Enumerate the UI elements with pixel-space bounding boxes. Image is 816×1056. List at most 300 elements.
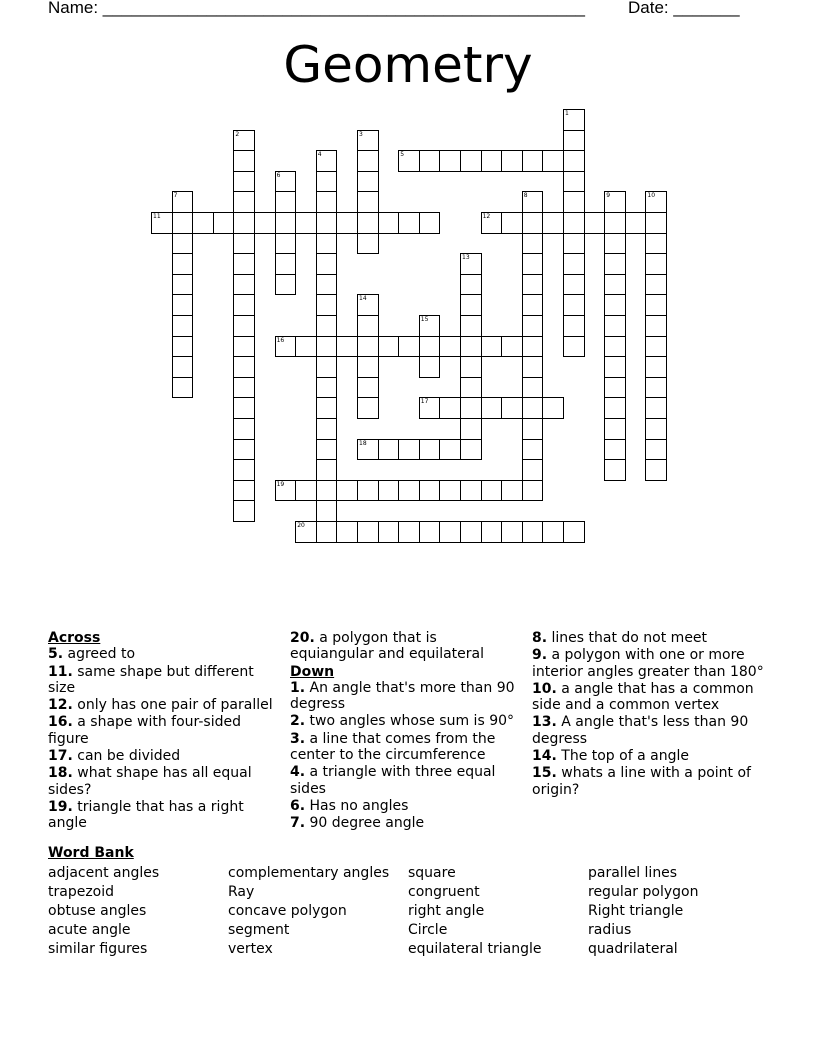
grid-cell[interactable] bbox=[604, 377, 626, 399]
grid-cell[interactable] bbox=[604, 336, 626, 358]
grid-cell[interactable] bbox=[481, 397, 503, 419]
clue-number: 14. bbox=[532, 748, 557, 765]
down-clue-list-continued bbox=[532, 630, 772, 798]
grid-cell[interactable] bbox=[604, 274, 626, 296]
grid-cell[interactable] bbox=[233, 253, 255, 275]
clue-text: agreed to bbox=[63, 646, 136, 663]
grid-cell[interactable] bbox=[275, 233, 297, 255]
word-bank-column-3 bbox=[408, 864, 542, 959]
clue-number: 18 bbox=[359, 439, 367, 447]
clue-number: 12 bbox=[482, 213, 491, 220]
grid-cell[interactable] bbox=[357, 294, 379, 316]
grid-cell[interactable] bbox=[233, 191, 255, 213]
grid-cell[interactable] bbox=[419, 212, 441, 234]
clue-text: can be divided bbox=[72, 748, 181, 765]
across-clue bbox=[48, 799, 280, 832]
grid-cell[interactable] bbox=[316, 212, 338, 234]
grid-cell[interactable] bbox=[357, 336, 379, 358]
clue-number: 4 bbox=[317, 151, 322, 159]
grid-cell[interactable] bbox=[645, 418, 667, 440]
grid-cell[interactable] bbox=[172, 233, 194, 255]
grid-cell[interactable] bbox=[316, 150, 338, 172]
clue-number: 19 bbox=[276, 480, 285, 488]
clue-text: a triangle with three equal sides bbox=[290, 764, 496, 797]
grid-cell[interactable] bbox=[604, 397, 626, 419]
grid-cell[interactable] bbox=[501, 480, 523, 502]
grid-cell[interactable] bbox=[563, 336, 585, 358]
clue-text: A angle that's less than 90 degress bbox=[532, 714, 749, 747]
grid-cell[interactable] bbox=[645, 212, 667, 234]
grid-cell[interactable] bbox=[522, 294, 544, 316]
grid-cell[interactable] bbox=[522, 397, 544, 419]
grid-cell[interactable] bbox=[522, 418, 544, 440]
grid-cell[interactable] bbox=[275, 336, 297, 358]
grid-cell[interactable] bbox=[604, 294, 626, 316]
clue-number: 16. bbox=[48, 714, 73, 731]
grid-cell[interactable] bbox=[295, 521, 317, 543]
clue-number: 11 bbox=[153, 213, 161, 220]
clue-number: 1 bbox=[565, 110, 569, 117]
word-bank-item: trapezoid bbox=[48, 884, 115, 900]
word-bank-item: parallel lines bbox=[588, 865, 678, 881]
clue-number: 19. bbox=[48, 798, 73, 815]
grid-cell[interactable] bbox=[398, 480, 420, 502]
grid-cell[interactable] bbox=[378, 521, 400, 543]
word-bank-item: Circle bbox=[408, 922, 448, 938]
grid-cell[interactable] bbox=[645, 274, 667, 296]
grid-cell[interactable] bbox=[316, 294, 338, 316]
grid-cell[interactable] bbox=[625, 212, 647, 234]
grid-cell[interactable] bbox=[172, 191, 194, 213]
grid-cell[interactable] bbox=[645, 315, 667, 337]
grid-cell[interactable] bbox=[316, 521, 338, 543]
across-clue bbox=[48, 765, 280, 798]
grid-cell[interactable] bbox=[295, 480, 317, 502]
grid-cell[interactable] bbox=[357, 212, 379, 234]
grid-cell[interactable] bbox=[563, 274, 585, 296]
down-clue bbox=[290, 798, 522, 814]
word-bank-item: vertex bbox=[228, 941, 273, 957]
grid-cell[interactable] bbox=[233, 315, 255, 337]
grid-cell[interactable] bbox=[233, 500, 255, 522]
grid-cell[interactable] bbox=[172, 336, 194, 358]
grid-cell[interactable] bbox=[233, 233, 255, 255]
grid-cell[interactable] bbox=[172, 253, 194, 275]
word-bank-heading: Word Bank bbox=[48, 845, 134, 861]
clue-text: Has no angles bbox=[305, 797, 409, 814]
grid-cell[interactable] bbox=[522, 439, 544, 461]
grid-cell[interactable] bbox=[378, 480, 400, 502]
grid-cell[interactable] bbox=[460, 439, 482, 461]
word-bank-item: Ray bbox=[228, 884, 255, 900]
clue-number: 6 bbox=[276, 171, 281, 179]
grid-cell[interactable] bbox=[522, 274, 544, 296]
clue-number: 3 bbox=[359, 130, 363, 138]
grid-cell[interactable] bbox=[233, 336, 255, 358]
grid-cell[interactable] bbox=[357, 377, 379, 399]
word-bank-column-2 bbox=[228, 864, 389, 959]
grid-cell[interactable] bbox=[336, 521, 358, 543]
across-clue bbox=[290, 630, 522, 663]
clue-number: 13. bbox=[532, 714, 557, 731]
clue-text: a polygon with one or more interior angles greater than 180° bbox=[532, 647, 764, 680]
grid-cell[interactable] bbox=[275, 274, 297, 296]
grid-cell[interactable] bbox=[460, 521, 482, 543]
grid-cell[interactable] bbox=[522, 191, 544, 213]
grid-cell[interactable] bbox=[316, 480, 338, 502]
grid-cell[interactable] bbox=[563, 150, 585, 172]
grid-cell[interactable] bbox=[419, 480, 441, 502]
clue-number: 6. bbox=[290, 797, 306, 814]
grid-cell[interactable] bbox=[563, 171, 585, 193]
grid-cell[interactable] bbox=[378, 439, 400, 461]
grid-cell[interactable] bbox=[501, 521, 523, 543]
grid-cell[interactable] bbox=[172, 377, 194, 399]
grid-cell[interactable] bbox=[439, 397, 461, 419]
down-clue bbox=[532, 681, 772, 714]
grid-cell[interactable] bbox=[645, 294, 667, 316]
clue-text: An angle that's more than 90 degress bbox=[290, 679, 515, 713]
grid-cell[interactable] bbox=[316, 377, 338, 399]
grid-cell[interactable] bbox=[439, 439, 461, 461]
grid-cell[interactable] bbox=[460, 397, 482, 419]
grid-cell[interactable] bbox=[460, 377, 482, 399]
grid-cell[interactable] bbox=[233, 459, 255, 481]
name-field[interactable]: Name: ___________________________________________________ bbox=[48, 0, 585, 17]
grid-cell[interactable] bbox=[172, 212, 194, 234]
grid-cell[interactable] bbox=[645, 191, 667, 213]
grid-cell[interactable] bbox=[460, 336, 482, 358]
grid-cell[interactable] bbox=[378, 212, 400, 234]
grid-cell[interactable] bbox=[316, 459, 338, 481]
grid-cell[interactable] bbox=[604, 356, 626, 378]
grid-cell[interactable] bbox=[275, 253, 297, 275]
down-clue bbox=[290, 731, 522, 764]
grid-cell[interactable] bbox=[460, 274, 482, 296]
grid-cell[interactable] bbox=[316, 418, 338, 440]
grid-cell[interactable] bbox=[460, 150, 482, 172]
clue-number: 17 bbox=[420, 398, 429, 406]
clue-number: 15 bbox=[420, 316, 429, 323]
grid-cell[interactable] bbox=[357, 191, 379, 213]
grid-cell[interactable] bbox=[275, 212, 297, 234]
grid-cell[interactable] bbox=[398, 336, 420, 358]
grid-cell[interactable] bbox=[604, 459, 626, 481]
grid-cell[interactable] bbox=[151, 212, 173, 234]
grid-cell[interactable] bbox=[604, 439, 626, 461]
clue-text: The top of a angle bbox=[556, 748, 689, 765]
grid-cell[interactable] bbox=[233, 130, 255, 152]
clue-number: 7 bbox=[173, 192, 178, 200]
grid-cell[interactable] bbox=[419, 315, 441, 337]
grid-cell[interactable] bbox=[316, 500, 338, 522]
grid-cell[interactable] bbox=[316, 356, 338, 378]
grid-cell[interactable] bbox=[357, 150, 379, 172]
grid-cell[interactable] bbox=[522, 150, 544, 172]
clue-number: 7. bbox=[290, 815, 306, 832]
down-clue bbox=[290, 815, 522, 831]
grid-cell[interactable] bbox=[233, 356, 255, 378]
grid-cell[interactable] bbox=[398, 150, 420, 172]
grid-cell[interactable] bbox=[522, 253, 544, 275]
grid-cell[interactable] bbox=[604, 253, 626, 275]
grid-cell[interactable] bbox=[398, 439, 420, 461]
grid-cell[interactable] bbox=[316, 439, 338, 461]
grid-cell[interactable] bbox=[645, 377, 667, 399]
grid-cell[interactable] bbox=[522, 356, 544, 378]
clue-text: a line that comes from the center to the circumference bbox=[290, 730, 496, 764]
grid-cell[interactable] bbox=[295, 336, 317, 358]
grid-cell[interactable] bbox=[542, 397, 564, 419]
grid-cell[interactable] bbox=[563, 521, 585, 543]
grid-cell[interactable] bbox=[563, 233, 585, 255]
word-bank-item: quadrilateral bbox=[588, 941, 678, 957]
grid-cell[interactable] bbox=[481, 480, 503, 502]
grid-cell[interactable] bbox=[357, 315, 379, 337]
clue-number: 11. bbox=[48, 663, 73, 680]
clue-number: 16 bbox=[276, 336, 285, 344]
word-bank-item: segment bbox=[228, 922, 290, 938]
grid-cell[interactable] bbox=[275, 480, 297, 502]
down-heading: Down bbox=[290, 663, 335, 680]
grid-cell[interactable] bbox=[522, 377, 544, 399]
grid-cell[interactable] bbox=[316, 253, 338, 275]
clue-number: 9 bbox=[606, 192, 611, 200]
clue-text: triangle that has a right angle bbox=[48, 798, 244, 832]
word-bank-item: complementary angles bbox=[228, 865, 390, 881]
grid-cell[interactable] bbox=[522, 315, 544, 337]
grid-cell[interactable] bbox=[295, 212, 317, 234]
grid-cell[interactable] bbox=[192, 212, 214, 234]
grid-cell[interactable] bbox=[460, 253, 482, 275]
grid-cell[interactable] bbox=[419, 150, 441, 172]
grid-cell[interactable] bbox=[522, 212, 544, 234]
grid-cell[interactable] bbox=[460, 294, 482, 316]
grid-cell[interactable] bbox=[316, 233, 338, 255]
clue-number: 2 bbox=[235, 130, 240, 138]
grid-cell[interactable] bbox=[172, 294, 194, 316]
across-heading: Across bbox=[48, 630, 101, 646]
grid-cell[interactable] bbox=[522, 459, 544, 481]
across-clue-list-continued bbox=[290, 630, 522, 663]
clue-number: 1. bbox=[290, 679, 306, 696]
grid-cell[interactable] bbox=[604, 212, 626, 234]
grid-cell[interactable] bbox=[419, 521, 441, 543]
word-bank-column-1 bbox=[48, 864, 159, 959]
down-clue bbox=[532, 748, 772, 764]
word-bank-item: equilateral triangle bbox=[408, 941, 542, 957]
grid-cell[interactable] bbox=[542, 521, 564, 543]
grid-cell[interactable] bbox=[645, 233, 667, 255]
clue-text: two angles whose sum is 90° bbox=[305, 713, 515, 730]
clue-text: lines that do not meet bbox=[547, 630, 708, 646]
grid-cell[interactable] bbox=[398, 521, 420, 543]
grid-cell[interactable] bbox=[336, 480, 358, 502]
grid-cell[interactable] bbox=[604, 191, 626, 213]
word-bank-item: similar figures bbox=[48, 941, 148, 957]
clue-number: 2. bbox=[290, 713, 306, 730]
grid-cell[interactable] bbox=[645, 356, 667, 378]
grid-cell[interactable] bbox=[336, 212, 358, 234]
grid-cell[interactable] bbox=[419, 439, 441, 461]
grid-cell[interactable] bbox=[460, 315, 482, 337]
grid-cell[interactable] bbox=[481, 521, 503, 543]
grid-cell[interactable] bbox=[172, 356, 194, 378]
down-clue bbox=[290, 764, 522, 797]
grid-cell[interactable] bbox=[439, 336, 461, 358]
word-bank-item: radius bbox=[588, 922, 632, 938]
grid-cell[interactable] bbox=[522, 233, 544, 255]
grid-cell[interactable] bbox=[316, 171, 338, 193]
grid-cell[interactable] bbox=[233, 377, 255, 399]
grid-cell[interactable] bbox=[233, 274, 255, 296]
grid-cell[interactable] bbox=[501, 336, 523, 358]
grid-cell[interactable] bbox=[645, 439, 667, 461]
grid-cell[interactable] bbox=[254, 212, 276, 234]
word-bank-item: obtuse angles bbox=[48, 903, 147, 919]
grid-cell[interactable] bbox=[357, 233, 379, 255]
clue-number: 20. bbox=[290, 630, 315, 646]
grid-cell[interactable] bbox=[522, 336, 544, 358]
grid-cell[interactable] bbox=[563, 191, 585, 213]
clue-number: 5 bbox=[400, 151, 405, 159]
grid-cell[interactable] bbox=[481, 336, 503, 358]
grid-cell[interactable] bbox=[522, 480, 544, 502]
clue-text: only has one pair of parallel bbox=[72, 697, 273, 714]
grid-cell[interactable] bbox=[275, 171, 297, 193]
grid-cell[interactable] bbox=[645, 459, 667, 481]
grid-cell[interactable] bbox=[172, 315, 194, 337]
clue-text: what shape has all equal sides? bbox=[48, 765, 252, 798]
clue-number: 3. bbox=[290, 730, 306, 747]
grid-cell[interactable] bbox=[233, 150, 255, 172]
grid-cell[interactable] bbox=[522, 521, 544, 543]
clue-number: 5. bbox=[48, 646, 64, 663]
grid-cell[interactable] bbox=[563, 315, 585, 337]
grid-cell[interactable] bbox=[419, 336, 441, 358]
grid-cell[interactable] bbox=[419, 397, 441, 419]
grid-cell[interactable] bbox=[563, 109, 585, 131]
clue-number: 20 bbox=[297, 522, 305, 529]
grid-cell[interactable] bbox=[316, 191, 338, 213]
word-bank-item: congruent bbox=[408, 884, 480, 900]
grid-cell[interactable] bbox=[336, 336, 358, 358]
grid-cell[interactable] bbox=[439, 480, 461, 502]
word-bank-item: right angle bbox=[408, 903, 485, 919]
clue-number: 13 bbox=[462, 254, 470, 262]
down-clue bbox=[532, 647, 772, 680]
grid-cell[interactable] bbox=[357, 521, 379, 543]
grid-cell[interactable] bbox=[419, 356, 441, 378]
grid-cell[interactable] bbox=[604, 233, 626, 255]
grid-cell[interactable] bbox=[213, 212, 235, 234]
grid-cell[interactable] bbox=[357, 397, 379, 419]
across-clue bbox=[48, 714, 280, 747]
grid-cell[interactable] bbox=[481, 212, 503, 234]
grid-cell[interactable] bbox=[439, 521, 461, 543]
grid-cell[interactable] bbox=[316, 397, 338, 419]
grid-cell[interactable] bbox=[604, 418, 626, 440]
clue-number: 17. bbox=[48, 748, 73, 765]
word-bank-item: Right triangle bbox=[588, 903, 684, 919]
clues-column-2 bbox=[290, 630, 522, 833]
grid-cell[interactable] bbox=[233, 480, 255, 502]
clue-text: a angle that has a common side and a common vertex bbox=[532, 680, 754, 714]
grid-cell[interactable] bbox=[233, 418, 255, 440]
down-clue bbox=[290, 680, 522, 713]
grid-cell[interactable] bbox=[275, 191, 297, 213]
grid-cell[interactable] bbox=[604, 315, 626, 337]
grid-cell[interactable] bbox=[233, 397, 255, 419]
grid-cell[interactable] bbox=[316, 336, 338, 358]
word-bank-item: square bbox=[408, 865, 456, 881]
grid-cell[interactable] bbox=[357, 480, 379, 502]
grid-cell[interactable] bbox=[542, 150, 564, 172]
clue-number: 14 bbox=[359, 295, 367, 303]
grid-cell[interactable] bbox=[233, 439, 255, 461]
grid-cell[interactable] bbox=[501, 212, 523, 234]
grid-cell[interactable] bbox=[233, 171, 255, 193]
grid-cell[interactable] bbox=[357, 439, 379, 461]
grid-cell[interactable] bbox=[398, 212, 420, 234]
date-field[interactable]: Date: _______ bbox=[628, 0, 740, 17]
grid-cell[interactable] bbox=[460, 480, 482, 502]
grid-cell[interactable] bbox=[233, 212, 255, 234]
grid-cell[interactable] bbox=[563, 212, 585, 234]
down-clue bbox=[290, 713, 522, 729]
grid-cell[interactable] bbox=[481, 150, 503, 172]
grid-cell[interactable] bbox=[316, 315, 338, 337]
grid-cell[interactable] bbox=[357, 130, 379, 152]
word-bank-column-4 bbox=[588, 864, 698, 959]
grid-cell[interactable] bbox=[357, 356, 379, 378]
grid-cell[interactable] bbox=[563, 253, 585, 275]
grid-cell[interactable] bbox=[584, 212, 606, 234]
grid-cell[interactable] bbox=[563, 294, 585, 316]
clue-number: 8. bbox=[532, 630, 548, 646]
grid-cell[interactable] bbox=[439, 150, 461, 172]
clue-text: a shape with four-sided figure bbox=[48, 714, 241, 747]
grid-cell[interactable] bbox=[316, 274, 338, 296]
grid-cell[interactable] bbox=[172, 274, 194, 296]
clue-text: whats a line with a point of origin? bbox=[532, 765, 751, 798]
word-bank-item: concave polygon bbox=[228, 903, 347, 919]
clue-text: 90 degree angle bbox=[305, 815, 425, 832]
grid-cell[interactable] bbox=[233, 294, 255, 316]
page-title: Geometry bbox=[283, 36, 533, 94]
grid-cell[interactable] bbox=[645, 336, 667, 358]
down-clue bbox=[532, 765, 772, 798]
across-clue bbox=[48, 664, 280, 697]
clue-text: a polygon that is equiangular and equilateral bbox=[290, 630, 484, 663]
clue-number: 9. bbox=[532, 647, 548, 664]
grid-cell[interactable] bbox=[542, 212, 564, 234]
grid-cell[interactable] bbox=[460, 356, 482, 378]
grid-cell[interactable] bbox=[645, 397, 667, 419]
grid-cell[interactable] bbox=[501, 150, 523, 172]
grid-cell[interactable] bbox=[357, 171, 379, 193]
down-clue bbox=[532, 714, 772, 747]
across-clue-list bbox=[48, 646, 280, 831]
clue-number: 4. bbox=[290, 764, 306, 781]
grid-cell[interactable] bbox=[501, 397, 523, 419]
grid-cell[interactable] bbox=[563, 130, 585, 152]
grid-cell[interactable] bbox=[460, 418, 482, 440]
down-clue bbox=[532, 630, 772, 646]
grid-cell[interactable] bbox=[378, 336, 400, 358]
header-line bbox=[48, 0, 748, 18]
grid-cell[interactable] bbox=[645, 253, 667, 275]
